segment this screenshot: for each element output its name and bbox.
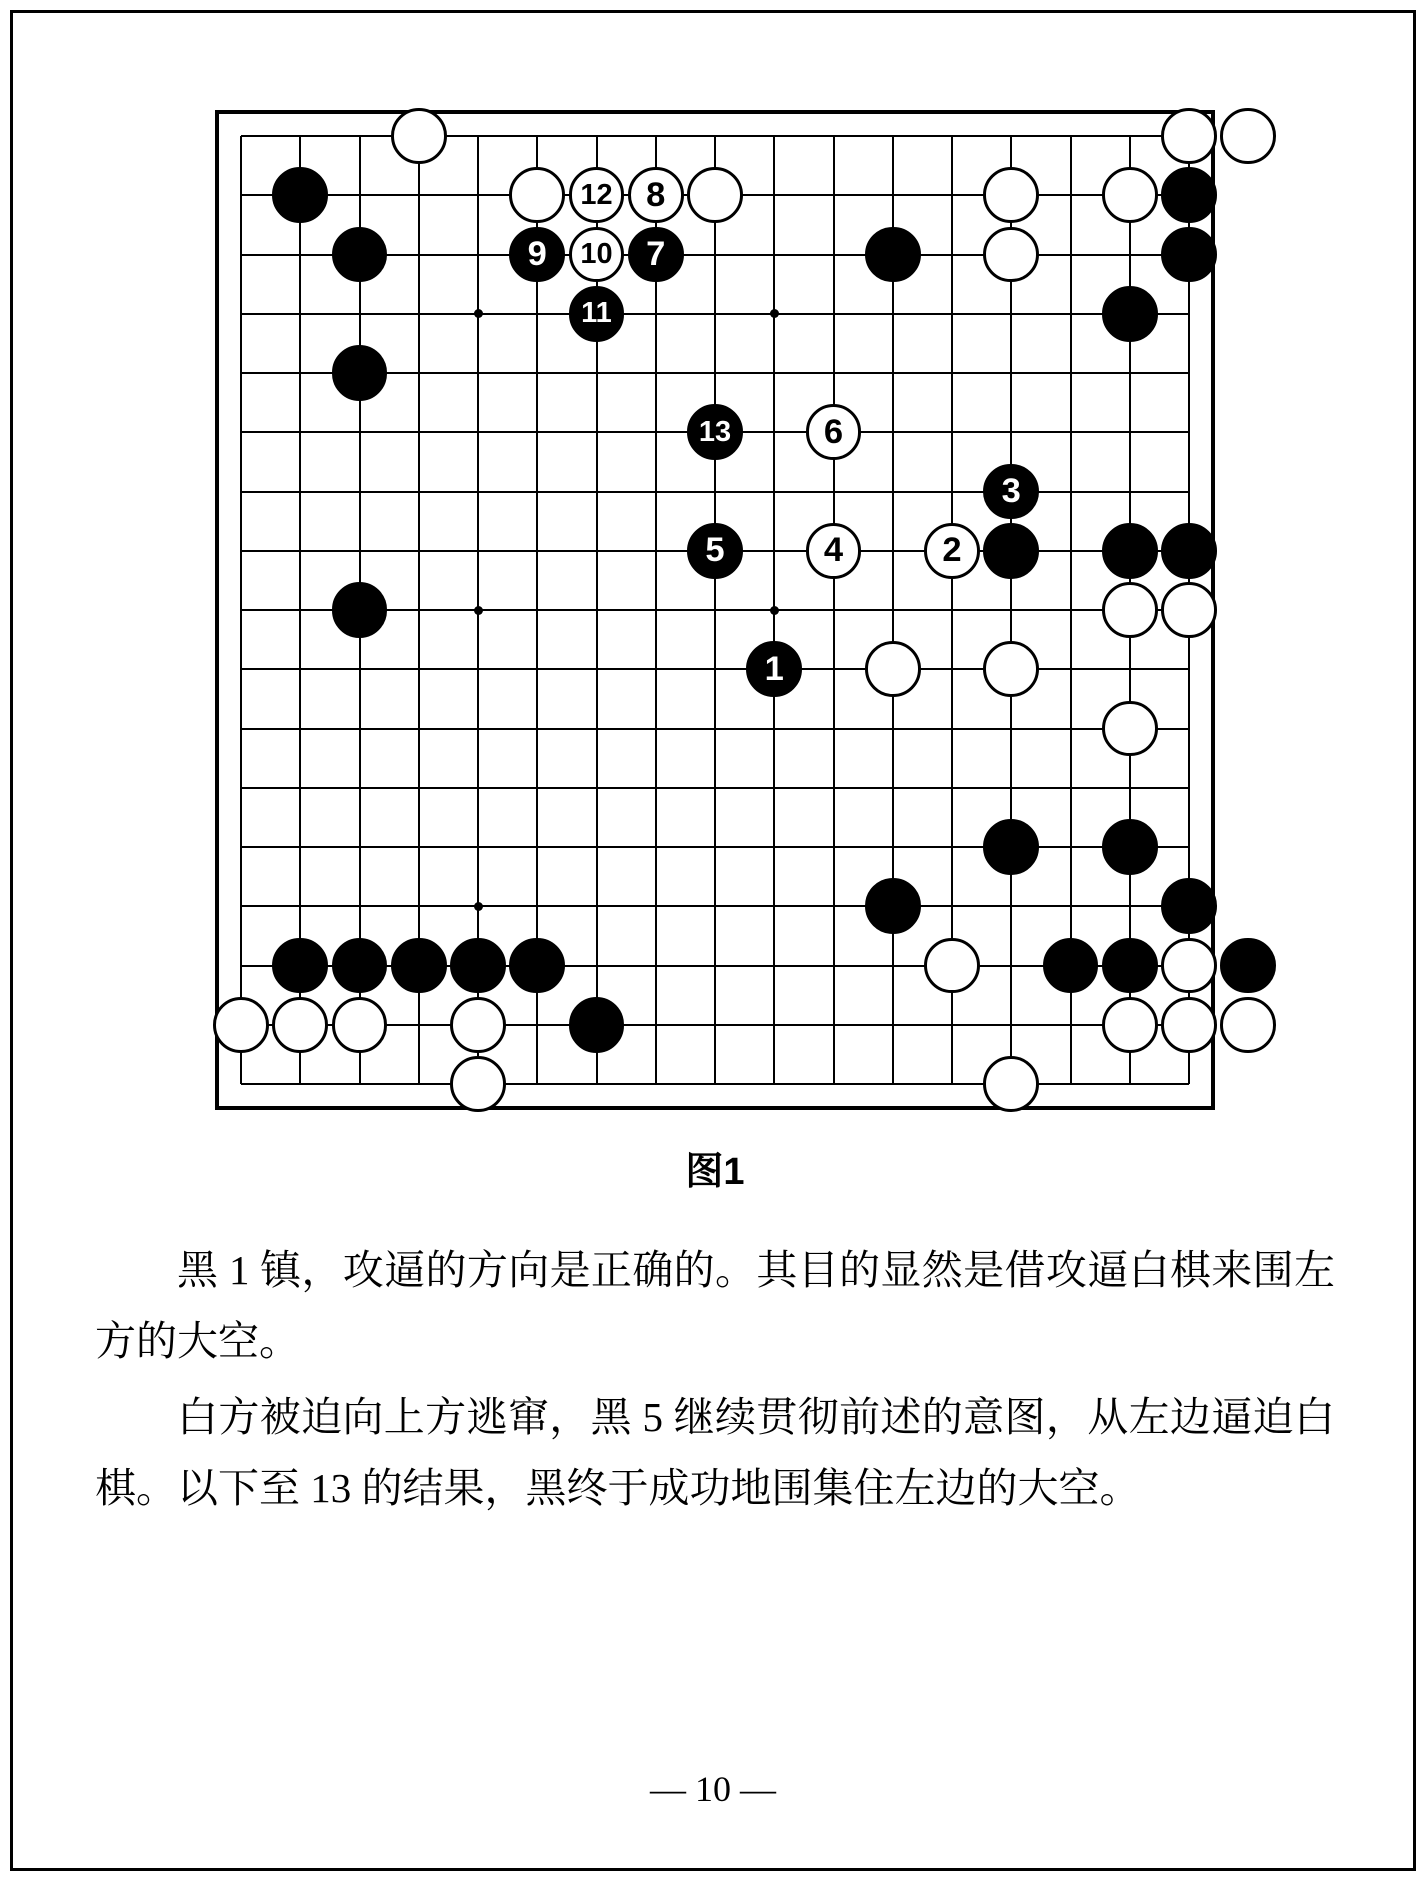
stone	[509, 938, 565, 994]
stone	[983, 167, 1039, 223]
numbered-stone: 13	[687, 404, 743, 460]
numbered-stone: 3	[983, 464, 1039, 520]
stone	[332, 345, 388, 401]
stone	[1161, 167, 1217, 223]
numbered-stone: 10	[569, 227, 625, 283]
stone	[1161, 523, 1217, 579]
board-star-point	[770, 309, 779, 318]
stone	[983, 1056, 1039, 1112]
stone	[1220, 108, 1276, 164]
paragraph-1: 黑 1 镇，攻逼的方向是正确的。其目的显然是借攻逼白棋来围左方的大空。	[95, 1247, 1335, 1364]
numbered-stone: 12	[569, 167, 625, 223]
stone	[272, 997, 328, 1053]
stone	[391, 938, 447, 994]
paragraph-2: 白方被迫向上方逃窜，黑 5 继续贯彻前述的意图，从左边逼迫白棋。以下至 13 的结果，黑终于成功地围集住左边的大空。	[95, 1394, 1335, 1511]
board-gridline-horizontal	[241, 313, 1189, 315]
stone	[509, 167, 565, 223]
stone	[1102, 701, 1158, 757]
board-gridline-horizontal	[241, 728, 1189, 730]
stone	[272, 938, 328, 994]
stone	[865, 641, 921, 697]
stone	[1161, 582, 1217, 638]
stone	[332, 997, 388, 1053]
stone	[983, 227, 1039, 283]
board-star-point	[474, 606, 483, 615]
stone	[569, 997, 625, 1053]
stone	[983, 641, 1039, 697]
board-star-point	[474, 309, 483, 318]
numbered-stone: 5	[687, 523, 743, 579]
numbered-stone: 4	[806, 523, 862, 579]
stone	[450, 997, 506, 1053]
stone	[1220, 997, 1276, 1053]
numbered-stone: 2	[924, 523, 980, 579]
board-star-point	[474, 902, 483, 911]
board-gridline-horizontal	[241, 668, 1189, 670]
stone	[865, 227, 921, 283]
stone	[983, 819, 1039, 875]
board-gridline-horizontal	[241, 846, 1189, 848]
board-gridline-horizontal	[241, 905, 1189, 907]
stone	[1220, 938, 1276, 994]
stone	[1102, 523, 1158, 579]
stone	[1102, 582, 1158, 638]
stone	[1161, 938, 1217, 994]
board-gridline-horizontal	[241, 787, 1189, 789]
stone	[1102, 819, 1158, 875]
stone	[391, 108, 447, 164]
stone	[450, 938, 506, 994]
stone	[1102, 286, 1158, 342]
stone	[1161, 227, 1217, 283]
numbered-stone: 8	[628, 167, 684, 223]
board-gridline-horizontal	[241, 135, 1189, 137]
stone	[865, 878, 921, 934]
stone	[1161, 878, 1217, 934]
stone	[1102, 938, 1158, 994]
board-star-point	[770, 606, 779, 615]
numbered-stone: 6	[806, 404, 862, 460]
body-text	[95, 1235, 1335, 1529]
stone	[213, 997, 269, 1053]
go-diagram	[215, 110, 1215, 1110]
numbered-stone: 9	[509, 227, 565, 283]
numbered-stone: 1	[746, 641, 802, 697]
stone	[1161, 997, 1217, 1053]
stone	[450, 1056, 506, 1112]
figure-caption: 图1	[685, 1151, 745, 1193]
stone	[1161, 108, 1217, 164]
board-gridline-horizontal	[241, 491, 1189, 493]
stone	[983, 523, 1039, 579]
stone	[1102, 997, 1158, 1053]
stone	[332, 582, 388, 638]
board-gridline-horizontal	[241, 1083, 1189, 1085]
numbered-stone: 7	[628, 227, 684, 283]
stone	[272, 167, 328, 223]
stone	[687, 167, 743, 223]
page-footer: — 10 —	[650, 1769, 776, 1809]
numbered-stone: 11	[569, 286, 625, 342]
go-board	[215, 110, 1215, 1110]
stone	[924, 938, 980, 994]
stone	[1102, 167, 1158, 223]
